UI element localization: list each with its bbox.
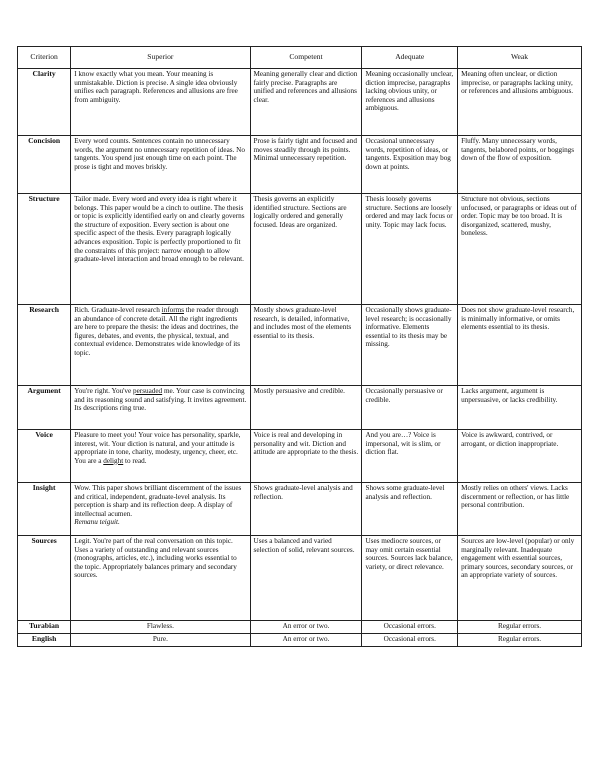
superior-cell [71,430,250,483]
underlined-word: informs [161,306,184,314]
underlined-word: persuaded [133,387,163,395]
weak-cell: Voice is awkward, contrived, or arrogant, or diction inappropriate. [458,430,582,483]
criterion-cell: Research [18,305,71,386]
superior-cell [71,386,250,430]
adequate-cell: Thesis loosely governs structure. Sections are loosely ordered and may lack focus or unity. Topic may lack focus. [362,194,458,305]
header-criterion: Criterion [18,47,71,69]
weak-cell: Sources are low-level (popular) or only marginally relevant. Inadequate engagement with essential sources, primary sources, secondary sources, or an appropriate variety of sources. [458,536,582,621]
criterion-cell: Voice [18,430,71,483]
header-competent: Competent [250,47,362,69]
row-argument [18,386,582,430]
superior-text-end: me. Your case is convincing and its reasoning sound and satisfying. It invites agreement. Its descriptions ring true. [74,387,247,413]
superior-cell: Tailor made. Every word and every idea is right where it belongs. This paper would be a cinch to outline. The thesis or topic is explicitly identified early on and clearly governs the structure of exposition. Every section is about one specific aspect of the thesis. Every paragraph logically advances exposition. Topic is perfectly proportioned to fit the constraints of this project: narrow enough to allow graduate-level interaction and broad enough to be relevant. [71,194,250,305]
superior-text-end: to read. [123,456,147,465]
competent-cell: Shows graduate-level analysis and reflection. [250,483,362,536]
weak-cell: Meaning often unclear, or diction imprecise, or paragraphs lacking unity, or references and allusions ambiguous. [458,69,582,136]
competent-cell: Mostly persuasive and credible. [250,386,362,430]
superior-text-start: Rich. Graduate-level research [74,306,162,314]
criterion-cell: Sources [18,536,71,621]
competent-cell: Mostly shows graduate-level research, is detailed, informative, and includes most of the elements essential to its thesis. [250,305,362,386]
latin-phrase: Remanu teiguit. [74,518,120,527]
weak-cell: Structure not obvious, sections unfocused, or paragraphs or ideas out of order. Topic may be too broad. It is disorganized, scattered, mushy, boneless. [458,194,582,305]
competent-cell: Thesis governs an explicitly identified structure. Sections are logically ordered and generally focused. Ideas are organized. [250,194,362,305]
adequate-cell: Occasional errors. [362,621,458,634]
superior-text-start: Pleasure to meet you! Your voice has personality, sparkle, interest, wit. Your diction is natural, and your attitude is appropriate in tone, charity, modesty, urgency, cheer, etc. You are a [74,431,241,465]
adequate-cell: Occasionally persuasive or credible. [362,386,458,430]
row-english [18,634,582,647]
row-clarity [18,69,582,136]
grading-rubric-table [17,46,582,647]
weak-cell: Does not show graduate-level research, is minimally informative, or omits elements essential to its thesis. [458,305,582,386]
competent-cell: Meaning generally clear and diction fairly precise. Paragraphs are unified and references and allusions clear. [250,69,362,136]
superior-text-start: You're right. You've [74,387,134,395]
row-insight [18,483,582,536]
criterion-cell: Clarity [18,69,71,136]
competent-cell: Uses a balanced and varied selection of solid, relevant sources. [250,536,362,621]
competent-cell: Prose is fairly tight and focused and moves steadily through its points. Minimal unnecessary repetition. [250,136,362,194]
criterion-cell: Insight [18,483,71,536]
criterion-cell: Structure [18,194,71,305]
adequate-cell: Occasional errors. [362,634,458,647]
row-research [18,305,582,386]
header-superior: Superior [71,47,250,69]
competent-cell: Voice is real and developing in personality and wit. Diction and attitude are appropriate to the thesis. [250,430,362,483]
underlined-word: delight [103,456,124,465]
adequate-cell: Occasional unnecessary words, repetition of ideas, or tangents. Exposition may bog down at points. [362,136,458,194]
header-row [18,47,582,69]
competent-cell: An error or two. [250,621,362,634]
superior-cell [71,483,250,536]
weak-cell: Mostly relies on others' views. Lacks discernment or reflection, or has little personal contribution. [458,483,582,536]
weak-cell: Lacks argument, argument is unpersuasive, or lacks credibility. [458,386,582,430]
weak-cell: Regular errors. [458,621,582,634]
criterion-cell: Turabian [18,621,71,634]
criterion-cell: Concision [18,136,71,194]
superior-text: Wow. This paper shows brilliant discernment of the issues and critical, independent, graduate-level analysis. Its perception is sharp and its reflection deep. A display of intellectual acumen. [74,484,242,518]
adequate-cell: And you are…? Voice is impersonal, wit is slim, or diction flat. [362,430,458,483]
adequate-cell: Shows some graduate-level analysis and reflection. [362,483,458,536]
row-sources [18,536,582,621]
competent-cell: An error or two. [250,634,362,647]
superior-cell: Every word counts. Sentences contain no unnecessary words, the argument no unnecessary repetition of ideas. No tangents. You spend just enough time on each point. The prose is tight and moves briskly. [71,136,250,194]
adequate-cell: Meaning occasionally unclear, diction imprecise, paragraphs lacking obvious unity, or references and allusions ambiguous. [362,69,458,136]
adequate-cell: Uses mediocre sources, or may omit certain essential sources. Sources lack balance, variety, or direct relevance. [362,536,458,621]
header-weak: Weak [458,47,582,69]
row-voice [18,430,582,483]
row-concision [18,136,582,194]
superior-cell: Legit. You're part of the real conversation on this topic. Uses a variety of outstanding and relevant sources (monographs, articles, etc.), including works essential to the topic. Appropriately balances primary and secondary sources. [71,536,250,621]
superior-text-end: the reader through an abundance of concrete detail. All the right ingredients are here to prepare the thesis: the ideas and doctrines, the figures, debates, and events, the physical, textual, and contextual evidence. Demonstrates wide knowledge of its topic. [74,306,241,357]
header-adequate: Adequate [362,47,458,69]
row-turabian [18,621,582,634]
adequate-cell: Occasionally shows graduate-level research; is occasionally informative. Elements essential to its thesis may be missing. [362,305,458,386]
weak-cell: Fluffy. Many unnecessary words, tangents, belabored points, or boggings down of the flow of exposition. [458,136,582,194]
superior-cell: Pure. [71,634,250,647]
superior-cell: I know exactly what you mean. Your meaning is unmistakable. Diction is precise. A single idea obviously unifies each paragraph. References and allusions are free from ambiguity. [71,69,250,136]
criterion-cell: Argument [18,386,71,430]
superior-cell [71,305,250,386]
criterion-cell: English [18,634,71,647]
row-structure [18,194,582,305]
weak-cell: Regular errors. [458,634,582,647]
superior-cell: Flawless. [71,621,250,634]
